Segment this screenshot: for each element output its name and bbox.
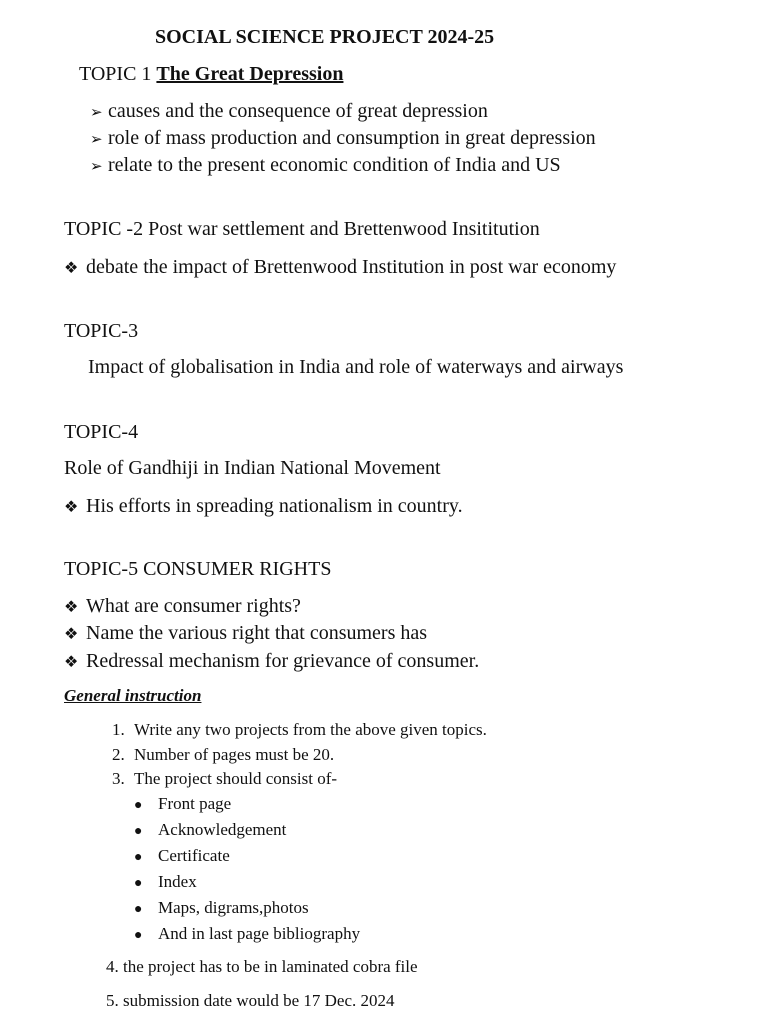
diamond-bullet-icon: ❖	[64, 652, 79, 671]
dot-bullet-icon: ●	[134, 824, 143, 839]
list-item: ❖ Name the various right that consumers has	[64, 622, 428, 644]
dot-bullet-icon: ●	[134, 902, 143, 917]
list-item: ● Front page	[134, 794, 232, 813]
arrow-bullet-icon: ➢	[90, 157, 103, 175]
dot-bullet-icon: ●	[134, 798, 143, 813]
diamond-bullet-icon: ❖	[64, 497, 79, 516]
topic-5-heading: TOPIC-5 CONSUMER RIGHTS	[64, 558, 332, 580]
diamond-bullet-icon: ❖	[64, 624, 79, 643]
list-item: ❖ What are consumer rights?	[64, 595, 301, 617]
arrow-bullet-icon: ➢	[90, 130, 103, 148]
instruction-item-4: 4. the project has to be in laminated cobra file	[106, 957, 418, 976]
dot-bullet-icon: ●	[134, 928, 143, 943]
list-item: ● Index	[134, 872, 197, 891]
list-item: ➢ relate to the present economic condition of India and US	[90, 154, 561, 176]
instruction-item-5: 5. submission date would be 17 Dec. 2024	[106, 991, 395, 1010]
list-item: ➢ causes and the consequence of great depression	[90, 100, 488, 122]
list-item: ● Maps, digrams,photos	[134, 898, 309, 917]
topic-3-text: Impact of globalisation in India and role of waterways and airways	[88, 356, 624, 378]
topic-1-heading	[79, 63, 343, 86]
list-item: ● And in last page bibliography	[134, 924, 361, 943]
topic-3-heading: TOPIC-3	[64, 320, 139, 342]
general-instruction-heading: General instruction	[64, 686, 202, 705]
dot-bullet-icon: ●	[134, 850, 143, 865]
topic-1-label: TOPIC 1	[79, 63, 152, 85]
topic-1-name: The Great Depression	[156, 63, 344, 85]
diamond-bullet-icon: ❖	[64, 597, 79, 616]
dot-bullet-icon: ●	[134, 876, 143, 891]
topic-4-heading: TOPIC-4	[64, 421, 139, 443]
topic-2-heading: TOPIC -2 Post war settlement and Brettenwood Insititution	[64, 218, 540, 240]
arrow-bullet-icon: ➢	[90, 103, 103, 121]
list-item: ● Acknowledgement	[134, 820, 287, 839]
list-item: ● Certificate	[134, 846, 230, 865]
list-item: 2. Number of pages must be 20.	[112, 745, 335, 764]
topic-4-text: Role of Gandhiji in Indian National Movement	[64, 457, 441, 479]
list-item: ❖ Redressal mechanism for grievance of consumer.	[64, 650, 480, 672]
diamond-bullet-icon: ❖	[64, 258, 79, 277]
list-item: ❖ debate the impact of Brettenwood Institution in post war economy	[64, 256, 617, 278]
page-title: SOCIAL SCIENCE PROJECT 2024-25	[155, 26, 495, 48]
list-item: ❖ His efforts in spreading nationalism in country.	[64, 495, 463, 517]
list-item: ➢ role of mass production and consumption in great depression	[90, 127, 596, 149]
list-item: 3. The project should consist of-	[112, 769, 338, 788]
list-item: 1. Write any two projects from the above given topics.	[112, 720, 487, 739]
